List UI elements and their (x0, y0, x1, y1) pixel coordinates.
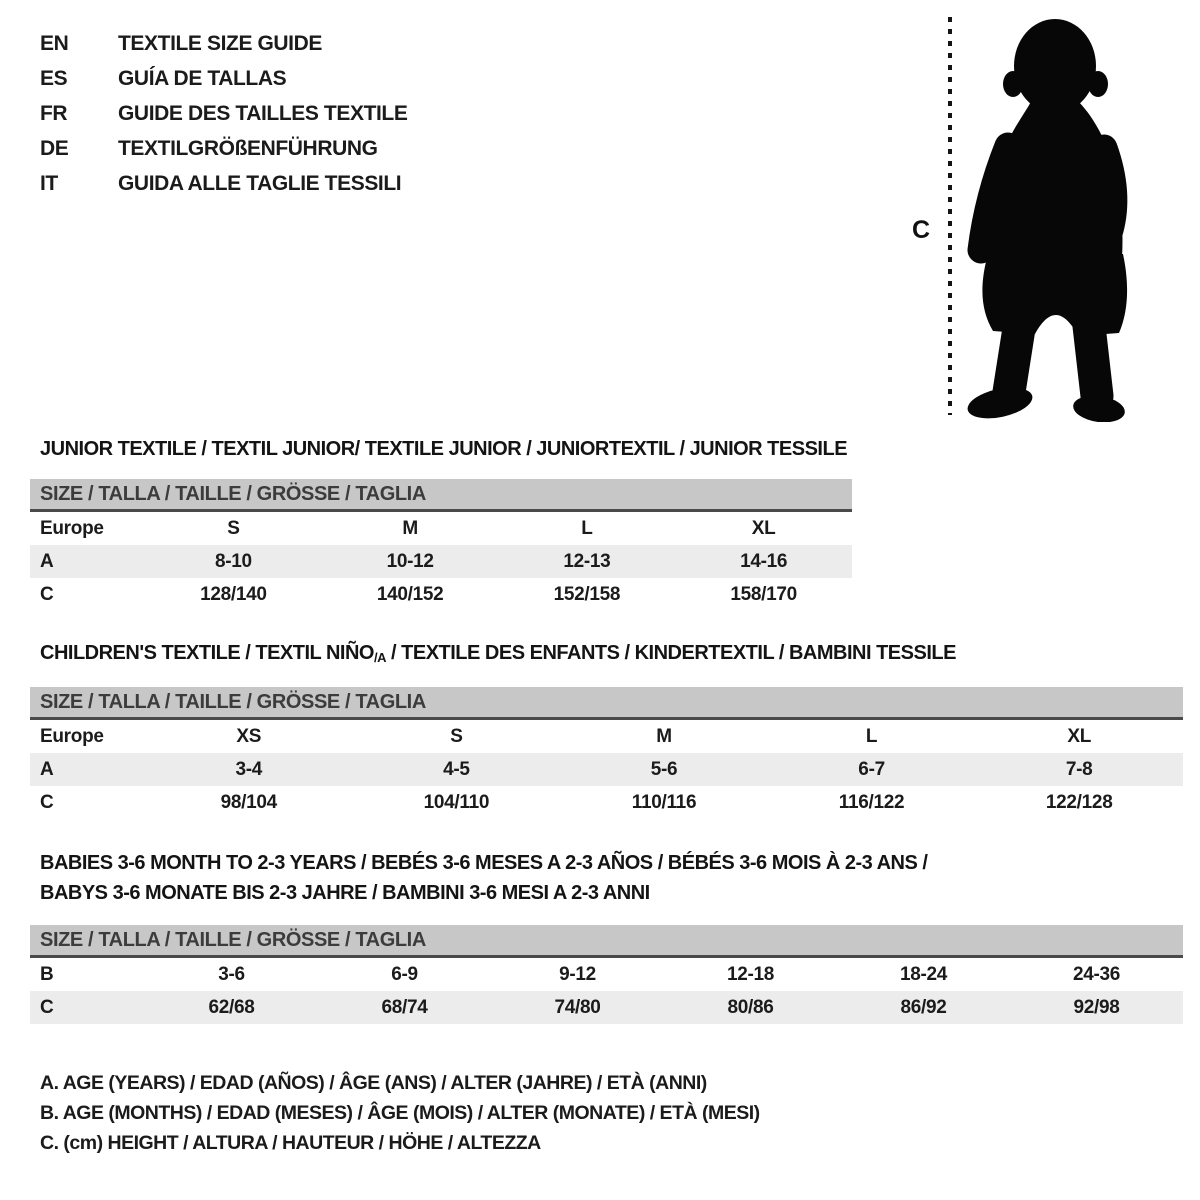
cell-value: 128/140 (200, 583, 267, 605)
lang-row-en (40, 26, 407, 61)
title-part: CHILDREN'S TEXTILE / TEXTIL NIÑO (40, 642, 374, 664)
lang-title: GUIDA ALLE TAGLIE TESSILI (118, 171, 402, 195)
cell-value: 140/152 (376, 583, 444, 605)
row-label: Europe (40, 517, 104, 539)
table-row (30, 991, 1183, 1024)
size-table-junior (30, 479, 852, 611)
cell-value: 158/170 (730, 583, 797, 605)
lang-code: FR (40, 101, 68, 125)
row-label: C (40, 996, 54, 1018)
row-label: C (40, 583, 54, 605)
note-age-years: A. AGE (YEARS) / EDAD (AÑOS) / ÂGE (ANS) / ALTER (JAHRE) / ETÀ (ANNI) (40, 1072, 707, 1094)
cell-value: 24-36 (1072, 963, 1121, 985)
cell-value: 110/116 (631, 791, 697, 813)
language-legend (40, 26, 407, 201)
cell-value: 10-12 (386, 550, 434, 572)
table-row (30, 753, 1183, 786)
cell-value: 86/92 (900, 996, 947, 1018)
section-title-children (40, 638, 956, 670)
row-label: C (40, 791, 54, 813)
cell-value: 122/128 (1045, 791, 1113, 813)
table-row (30, 786, 1183, 819)
cell-value: 116/122 (838, 791, 905, 813)
section-title-line: JUNIOR TEXTILE / TEXTIL JUNIOR/ TEXTILE JUNIOR / JUNIORTEXTIL / JUNIOR TESSILE (40, 438, 848, 460)
lang-row-it (40, 166, 407, 201)
cell-value: 3-6 (218, 963, 245, 985)
lang-code: IT (40, 171, 58, 195)
section-title-junior (40, 434, 847, 464)
table-row (30, 720, 1183, 753)
table-header-bar: SIZE / TALLA / TAILLE / GRÖSSE / TAGLIA (30, 479, 852, 512)
cell-value: 80/86 (727, 996, 774, 1018)
section-title-line: BABIES 3-6 MONTH TO 2-3 YEARS / BEBÉS 3-6 MESES A 2-3 AÑOS / BÉBÉS 3-6 MOIS À 2-3 ANS / (40, 852, 928, 874)
section-title-line: BABYS 3-6 MONATE BIS 2-3 JAHRE / BAMBINI 3-6 MESI A 2-3 ANNI (40, 882, 650, 904)
cell-value: M (656, 725, 672, 747)
lang-row-fr (40, 96, 407, 131)
section-title-line (40, 638, 956, 670)
legend-notes (40, 1068, 760, 1158)
cell-value: M (402, 517, 418, 539)
cell-value: L (581, 517, 593, 539)
title-part-sub: /A (373, 650, 386, 665)
cell-value: S (227, 517, 240, 539)
lang-title: GUÍA DE TALLAS (118, 66, 287, 90)
cell-value: 92/98 (1073, 996, 1120, 1018)
row-label: B (40, 963, 54, 985)
lang-row-de (40, 131, 407, 166)
cell-value: XS (236, 725, 262, 747)
cell-value: 104/110 (423, 791, 490, 813)
toddler-silhouette-icon (960, 14, 1155, 422)
lang-title: GUIDE DES TAILLES TEXTILE (118, 101, 408, 125)
height-measure-label: C (912, 216, 931, 244)
table-row (30, 578, 852, 611)
cell-value: 7-8 (1065, 758, 1093, 780)
cell-value: 18-24 (899, 963, 948, 985)
size-table-babies (30, 925, 1183, 1024)
table-row (30, 958, 1183, 991)
cell-value: 62/68 (208, 996, 255, 1018)
table-header-bar: SIZE / TALLA / TAILLE / GRÖSSE / TAGLIA (30, 687, 1183, 720)
cell-value: XL (1067, 725, 1092, 747)
row-label: A (40, 758, 54, 780)
cell-value: 4-5 (443, 758, 470, 780)
lang-row-es (40, 61, 407, 96)
cell-value: 12-13 (563, 550, 611, 572)
cell-value: 6-7 (858, 758, 885, 780)
lang-code: DE (40, 136, 69, 160)
cell-value: L (865, 725, 878, 747)
cell-value: 152/158 (553, 583, 621, 605)
cell-value: S (450, 725, 463, 747)
cell-value: 5-6 (650, 758, 678, 780)
table-row (30, 545, 852, 578)
section-title-babies (40, 848, 927, 908)
cell-value: 12-18 (726, 963, 775, 985)
lang-code: EN (40, 31, 69, 55)
cell-value: 9-12 (559, 963, 596, 985)
note-height-cm: C. (cm) HEIGHT / ALTURA / HAUTEUR / HÖHE / ALTEZZA (40, 1132, 541, 1154)
table-header-bar: SIZE / TALLA / TAILLE / GRÖSSE / TAGLIA (30, 925, 1183, 958)
note-age-months: B. AGE (MONTHS) / EDAD (MESES) / ÂGE (MOIS) / ALTER (MONATE) / ETÀ (MESI) (40, 1102, 760, 1124)
row-label: A (40, 550, 54, 572)
cell-value: 68/74 (381, 996, 428, 1018)
cell-value: 74/80 (554, 996, 601, 1018)
cell-value: 6-9 (391, 963, 418, 985)
table-row (30, 512, 852, 545)
row-label: Europe (40, 725, 104, 747)
cell-value: XL (751, 517, 776, 539)
lang-code: ES (40, 66, 68, 90)
cell-value: 98/104 (220, 791, 277, 813)
size-table-children (30, 687, 1183, 819)
title-part: / TEXTILE DES ENFANTS / KINDERTEXTIL / BAMBINI TESSILE (385, 642, 956, 664)
lang-title: TEXTILGRÖßENFÜHRUNG (118, 136, 378, 160)
cell-value: 14-16 (740, 550, 788, 572)
lang-title: TEXTILE SIZE GUIDE (118, 31, 322, 55)
cell-value: 3-4 (235, 758, 263, 780)
height-measure-dashed-line (948, 17, 952, 415)
cell-value: 8-10 (214, 550, 252, 572)
